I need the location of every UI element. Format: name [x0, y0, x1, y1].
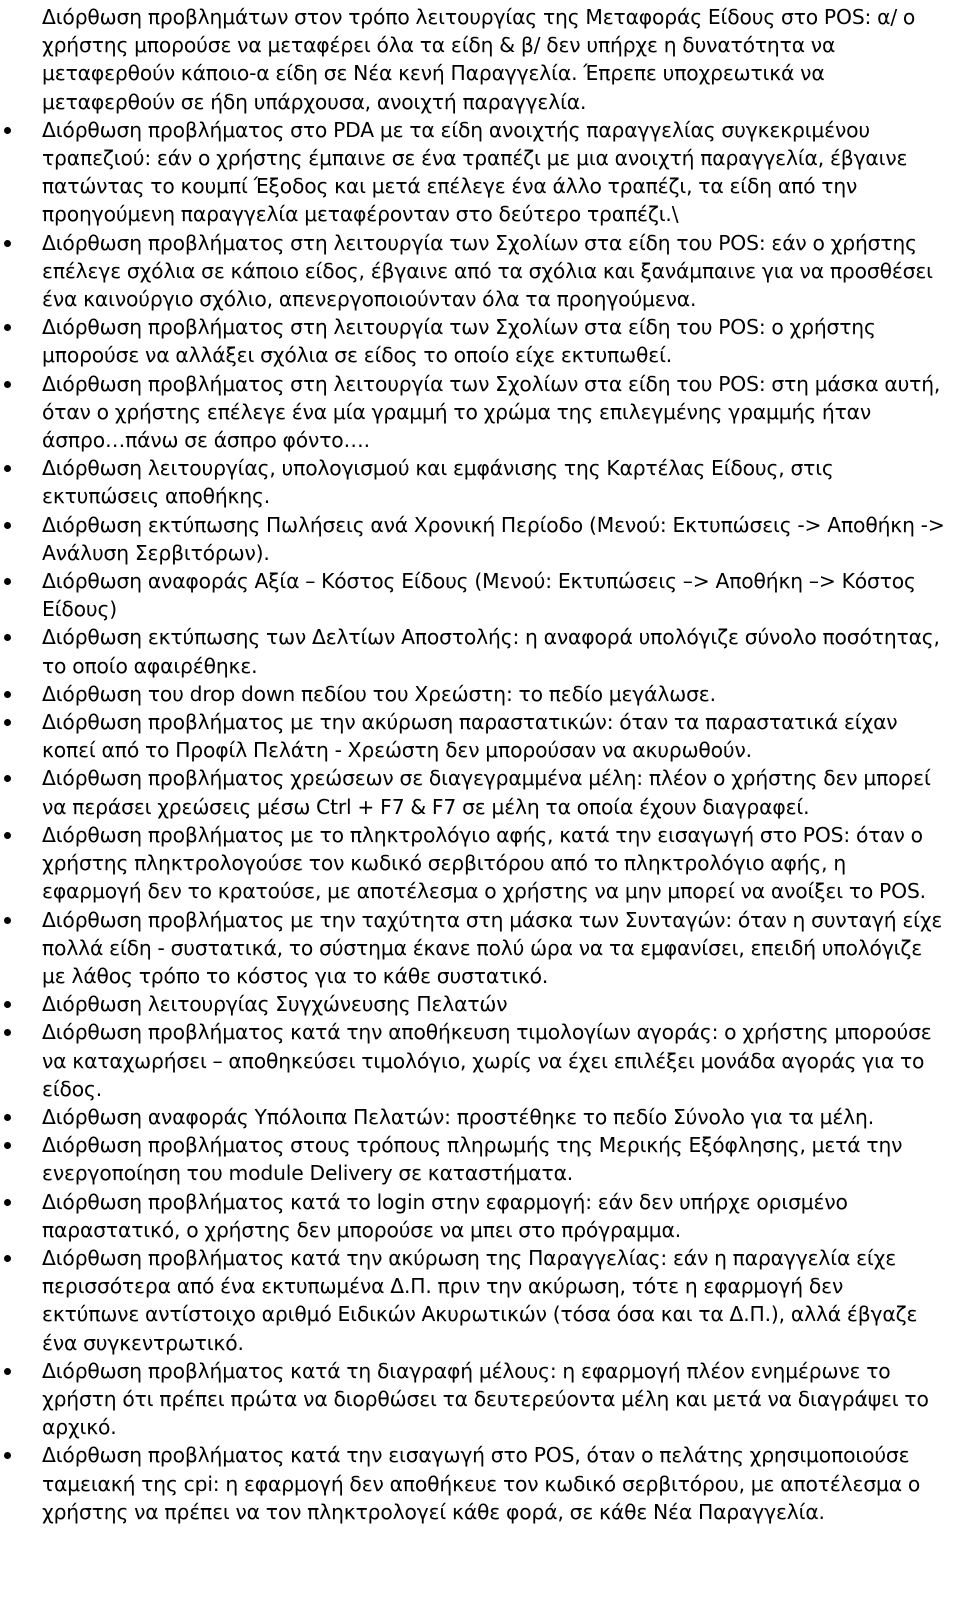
list-item-text: Διόρθωση προβλήματος στη λειτουργία των Σχολίων στα είδη του POS: στη μάσκα αυτή, όταν ο χρήστης επέλεγε ένα μία γραμμή το χρώμα της επιλεγμένης γραμμής ήταν άσπρο…πάνω σε άσπρο φόντο….	[42, 371, 941, 453]
bullet-icon	[4, 1255, 11, 1262]
list-item-text: Διόρθωση προβλήματος στους τρόπους πληρωμής της Μερικής Εξόφλησης, μετά την ενεργοποίηση του module Delivery σε καταστήματα.	[42, 1133, 903, 1186]
list-item-text: Διόρθωση προβλήματος κατά το login στην εφαρμογή: εάν δεν υπήρχε ορισμένο παραστατικό, ο χρήστης δεν μπορούσε να μπει στο πρόγραμμα.	[42, 1189, 848, 1242]
list-item	[0, 1103, 960, 1131]
list-item-text: Διόρθωση προβλήματος κατά την αποθήκευση τιμολογίων αγοράς: ο χρήστης μπορούσε να καταχωρήσει – αποθηκεύσει τιμολόγιο, χωρίς να έχει επιλέξει μονάδα αγοράς για το είδος.	[42, 1020, 932, 1101]
list-item-text: Διόρθωση προβλήματος κατά τη διαγραφή μέλους: η εφαρμογή πλέον ενημέρωνε το χρήστη ότι πρέπει πρώτα να διορθώσει τα δευτερεύοντα μέλη και μετά να διαγράψει το αρχικό.	[42, 1358, 929, 1440]
list-item	[0, 313, 960, 369]
bullet-icon	[4, 917, 11, 924]
list-item-text: Διόρθωση προβλήματος κατά την ακύρωση της Παραγγελίας: εάν η παραγγελία είχε περισσότερα από ένα εκτυπωμένα Δ.Π. πριν την ακύρωση, τότε η εφαρμογή δεν εκτύπωνε αντίστοιχο αριθμό Ειδικών Ακυρωτικών (τόσα όσα και τα Δ.Π.), αλλά έβγαζε ένα συγκεντρωτικό.	[42, 1245, 918, 1355]
list-item	[0, 623, 960, 679]
bullet-icon	[4, 1452, 11, 1459]
list-item-text: Διόρθωση προβλήματος στη λειτουργία των Σχολίων στα είδη του POS: ο χρήστης μπορούσε να αλλάξει σχόλια σε είδος το οποίο είχε εκτυπωθεί.	[42, 315, 876, 368]
list-item	[0, 990, 960, 1018]
bullet-icon	[4, 1029, 11, 1036]
list-item	[0, 906, 960, 991]
list-item-text: Διόρθωση λειτουργίας, υπολογισμού και εμφάνισης της Καρτέλας Είδους, στις εκτυπώσεις αποθήκης.	[42, 456, 834, 509]
bullet-icon	[4, 775, 11, 782]
list-item-text: Διόρθωση προβλήματος με την ταχύτητα στη μάσκα των Συνταγών: όταν η συνταγή είχε πολλά είδη - συστατικά, το σύστημα έκανε πολύ ώρα να τα εμφανίσει, επειδή υπολόγιζε με λάθος τρόπο το κόστος για το κάθε συστατικό.	[42, 907, 943, 988]
list-item	[0, 511, 960, 567]
list-item-text: Διόρθωση προβλήματος στη λειτουργία των Σχολίων στα είδη του POS: εάν ο χρήστης επέλεγε σχόλια σε κάποιο είδος, έβγαινε από τα σχόλια και ξανάμπαινε για να προσθέσει ένα καινούργιο σχόλιο, απενεργοποιούνταν όλα τα προηγούμενα.	[42, 230, 933, 312]
fix-list	[0, 3, 960, 1526]
bullet-icon	[4, 324, 11, 331]
list-item-text: Διόρθωση προβλήματος στο PDA με τα είδη ανοιχτής παραγγελίας συγκεκριμένου τραπεζιού: εάν ο χρήστης έμπαινε σε ένα τραπέζι με μια ανοιχτή παραγγελία, έβγαινε πατώντας το κουμπί Έξοδος και μετά επέλεγε ένα άλλο τραπέζι, τα είδη από την προηγούμενη παραγγελία μεταφέρονταν στο δεύτερο τραπέζι.\	[42, 117, 908, 227]
list-item	[0, 764, 960, 820]
bullet-icon	[4, 832, 11, 839]
bullet-icon	[4, 240, 11, 247]
list-item-text: Διόρθωση λειτουργίας Συγχώνευσης Πελατών	[42, 992, 508, 1017]
list-item	[0, 708, 960, 764]
bullet-icon	[4, 578, 11, 585]
list-item	[0, 454, 960, 510]
bullet-icon	[4, 1114, 11, 1121]
list-item	[0, 1188, 960, 1244]
list-item-text: Διόρθωση προβλημάτων στον τρόπο λειτουργίας της Μεταφοράς Είδους στο POS: α/ ο χρήστης μπορούσε να μεταφέρει όλα τα είδη & β/ δεν υπήρχε η δυνατότητα να μεταφερθούν κάποιο-α είδη σε Νέα κενή Παραγγελία. Έπρεπε υποχρεωτικά να μεταφερθούν σε ήδη υπάρχουσα, ανοιχτή παραγγελία.	[42, 5, 916, 114]
list-item-text: Διόρθωση εκτύπωσης των Δελτίων Αποστολής: η αναφορά υπολόγιζε σύνολο ποσότητας, το οποίο αφαιρέθηκε.	[42, 625, 940, 678]
list-item	[0, 567, 960, 623]
list-item	[0, 680, 960, 708]
list-item	[0, 1441, 960, 1526]
bullet-icon	[4, 465, 11, 472]
bullet-icon	[4, 1199, 11, 1206]
list-item	[0, 821, 960, 906]
list-item	[0, 116, 960, 229]
list-item	[0, 229, 960, 314]
list-item	[0, 370, 960, 455]
list-item-text: Διόρθωση του drop down πεδίου του Χρεώστη: το πεδίο μεγάλωσε.	[42, 681, 716, 706]
list-item	[0, 1131, 960, 1187]
bullet-icon	[4, 691, 11, 698]
list-item-text: Διόρθωση προβλήματος με το πληκτρολόγιο αφής, κατά την εισαγωγή στο POS: όταν ο χρήστης πληκτρολογούσε τον κωδικό σερβιτόρου από το πληκτρολόγιο αφής, η εφαρμογή δεν το κρατούσε, με αποτέλεσμα ο χρήστης να μην μπορεί να ανοίξει το POS.	[42, 822, 926, 904]
list-item-text: Διόρθωση προβλήματος με την ακύρωση παραστατικών: όταν τα παραστατικά είχαν κοπεί από το Προφίλ Πελάτη - Χρεώστη δεν μπορούσαν να ακυρωθούν.	[42, 710, 898, 763]
bullet-icon	[4, 1142, 11, 1149]
list-item-text: Διόρθωση προβλήματος κατά την εισαγωγή στο POS, όταν ο πελάτης χρησιμοποιούσε ταμειακή της cpi: η εφαρμογή δεν αποθήκευε τον κωδικό σερβιτόρου, με αποτέλεσμα ο χρήστης να πρέπει να τον πληκτρολογεί κάθε φορά, σε κάθε Νέα Παραγγελία.	[42, 1443, 921, 1524]
list-item-text: Διόρθωση προβλήματος χρεώσεων σε διαγεγραμμένα μέλη: πλέον ο χρήστης δεν μπορεί να περάσει χρεώσεις μέσω Ctrl + F7 & F7 σε μέλη τα οποία έχουν διαγραφεί.	[42, 766, 931, 819]
list-item	[0, 1018, 960, 1103]
list-item-text: Διόρθωση αναφοράς Αξία – Κόστος Είδους (Μενού: Εκτυπώσεις –> Αποθήκη –> Κόστος Είδους)	[42, 569, 916, 622]
bullet-icon	[4, 522, 11, 529]
bullet-icon	[4, 1368, 11, 1375]
bullet-icon	[4, 127, 11, 134]
list-item-text: Διόρθωση εκτύπωσης Πωλήσεις ανά Χρονική Περίοδο (Μενού: Εκτυπώσεις -> Αποθήκη -> Ανάλυση Σερβιτόρων).	[42, 512, 945, 565]
list-item	[0, 3, 960, 116]
bullet-icon	[4, 719, 11, 726]
bullet-icon	[4, 1001, 11, 1008]
list-item	[0, 1244, 960, 1357]
list-item-text: Διόρθωση αναφοράς Υπόλοιπα Πελατών: προστέθηκε το πεδίο Σύνολο για τα μέλη.	[42, 1104, 874, 1129]
list-item	[0, 1357, 960, 1442]
bullet-icon	[4, 381, 11, 388]
bullet-icon	[4, 634, 11, 641]
